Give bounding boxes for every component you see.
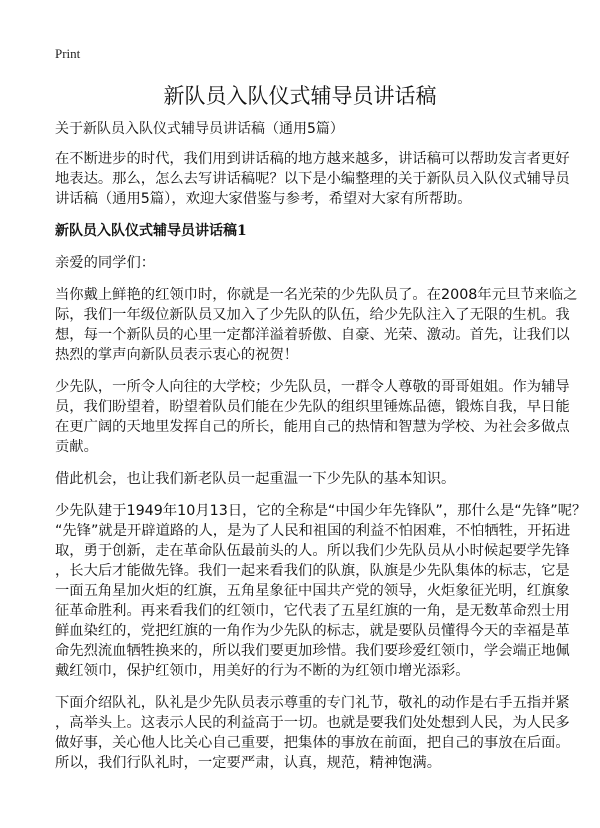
text-line: 征革命胜利。再来看我们的红领巾，它代表了五星红旗的一角，是无数革命烈士用 xyxy=(55,603,570,619)
text-line: 下面介绍队礼，队礼是少先队员表示尊重的专门礼节，敬礼的动作是右手五指并紧 xyxy=(55,695,570,711)
text-line: 在更广阔的天地里发挥自己的所长，能用自己的热情和智慧为学校、为社会多做点 xyxy=(55,419,570,435)
text-line: 取，勇于创新，走在革命队伍最前头的人。所以我们少先队员从小时候起要学先锋 xyxy=(55,543,570,559)
text-line: 员，我们盼望着，盼望着队员们能在少先队的组织里锤炼品德，锻炼自我，早日能 xyxy=(55,399,570,415)
text-line: 一面五角星加火炬的红旗，五角星象征中国共产党的领导，火炬象征光明，红旗象 xyxy=(55,583,570,599)
text-line: 地表达。那么，怎么去写讲话稿呢？以下是小编整理的关于新队员入队仪式辅导员 xyxy=(55,171,570,187)
text-line: 少先队，一所令人向往的大学校；少先队员，一群令人尊敬的哥哥姐姐。作为辅导 xyxy=(55,379,570,395)
print-link[interactable]: Print xyxy=(55,46,81,61)
text-line: ，高举头上。这表示人民的利益高于一切。也就是要我们处处想到人民，为人民多 xyxy=(55,715,570,731)
paragraph xyxy=(55,377,575,457)
section-heading xyxy=(55,221,575,241)
text-line: 当你戴上鲜艳的红领巾时，你就是一名光荣的少先队员了。在2008年元旦节来临之 xyxy=(55,287,578,303)
text-line: “先锋”就是开辟道路的人，是为了人民和祖国的利益不怕困难，不怕牺牲，开拓进 xyxy=(55,523,571,539)
text-line: 热烈的掌声向新队员表示衷心的祝贺！ xyxy=(55,347,299,363)
text-line: 做好事，关心他人比关心自己重要，把集体的事放在前面，把自己的事放在后面。 xyxy=(55,735,570,751)
paragraph xyxy=(55,693,575,773)
paragraph xyxy=(55,253,575,273)
text-line: 想，每一个新队员的心里一定都洋溢着骄傲、自豪、光荣、激动。首先，让我们以 xyxy=(55,327,570,343)
document-subtitle: 关于新队员入队仪式辅导员讲话稿（通用5篇） xyxy=(55,121,344,137)
text-line: 贡献。 xyxy=(55,439,98,455)
text-line: 戴红领巾，保护红领巾，用美好的行为不断的为红领巾增光添彩。 xyxy=(55,663,470,679)
document-blocks xyxy=(55,149,587,773)
text-line: 讲话稿（通用5篇），欢迎大家借鉴与参考，希望对大家有所帮助。 xyxy=(55,191,472,207)
text-line: 鲜血染红的，党把红旗的一角作为少先队的标志，就是要队员懂得今天的幸福是革 xyxy=(55,623,570,639)
text-line: 所以，我们行队礼时，一定要严肃，认真，规范，精神饱满。 xyxy=(55,755,442,771)
text-line: 新队员入队仪式辅导员讲话稿1 xyxy=(55,223,247,239)
paragraph xyxy=(55,469,575,489)
text-line: 在不断进步的时代，我们用到讲话稿的地方越来越多，讲话稿可以帮助发言者更好 xyxy=(55,151,570,167)
text-line: ，长大后才能做先锋。我们一起来看我们的队旗，队旗是少先队集体的标志，它是 xyxy=(55,563,570,579)
text-line: 亲爱的同学们： xyxy=(55,255,156,271)
text-line: 命先烈流血牺牲换来的，所以我们要更加珍惜。我们要珍爱红领巾，学会端正地佩 xyxy=(55,643,570,659)
paragraph xyxy=(55,501,587,681)
text-line: 借此机会，也让我们新老队员一起重温一下少先队的基本知识。 xyxy=(55,471,456,487)
document-body xyxy=(55,119,587,785)
paragraph xyxy=(55,149,575,209)
paragraph xyxy=(55,285,578,365)
text-line: 际，我们一年级位新队员又加入了少先队的队伍，给少先队注入了无限的生机。我 xyxy=(55,307,570,323)
page-title: 新队员入队仪式辅导员讲话稿 xyxy=(163,84,437,108)
text-line: 少先队建于1949年10月13日，它的全称是“中国少年先锋队”，那什么是“先锋”呢？ xyxy=(55,503,587,519)
